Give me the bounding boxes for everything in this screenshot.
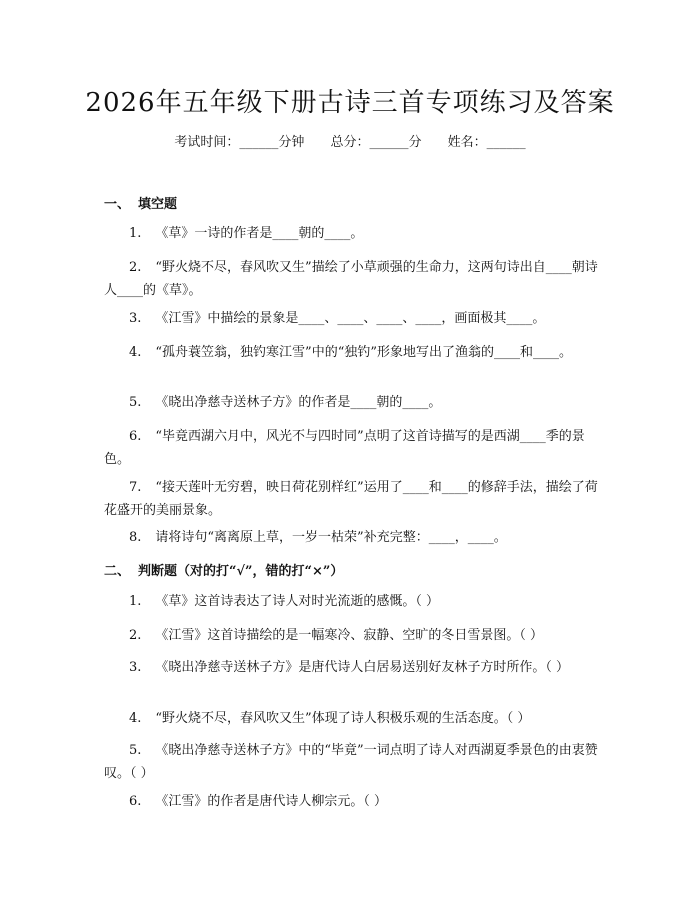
question-number: 6. [129, 429, 142, 444]
exam-time: 考试时间：______分钟 [174, 135, 305, 150]
question-text: 《江雪》中描绘的景象是____、____、____、____，画面极其____。 [155, 311, 546, 326]
student-name: 姓名：______ [447, 135, 526, 150]
question-text: 《晓出净慈寺送林子方》中的“毕竟”一词点明了诗人对西湖夏季景色的由衷赞叹。（ ） [104, 743, 598, 781]
question-text: “野火烧不尽，春风吹又生”体现了诗人积极乐观的生活态度。（ ） [155, 711, 531, 726]
section-title: 判断题（对的打“√”，错的打“×”） [138, 564, 344, 579]
question-number: 7. [129, 480, 142, 495]
page-title: 2026年五年级下册古诗三首专项练习及答案 [85, 88, 615, 118]
question-number: 2. [129, 260, 142, 275]
question-number: 3. [129, 660, 142, 675]
question-text: 《草》一诗的作者是____朝的____。 [155, 226, 364, 241]
section-heading-true-false [104, 560, 343, 579]
question-item [104, 590, 598, 613]
question-item [104, 222, 598, 245]
question-text: 《江雪》这首诗描绘的是一幅寒冷、寂静、空旷的冬日雪景图。（ ） [155, 628, 544, 643]
question-number: 5. [129, 395, 142, 410]
question-number: 3. [129, 311, 142, 326]
section-number: 一、 [104, 197, 131, 212]
question-item [104, 790, 598, 813]
question-item [104, 307, 598, 330]
section-title: 填空题 [138, 197, 178, 212]
question-text: 请将诗句“离离原上草，一岁一枯荣”补充完整：____，____。 [155, 530, 507, 545]
question-number: 4. [129, 711, 142, 726]
question-text: “毕竟西湖六月中，风光不与四时同”点明了这首诗描写的是西湖____季的景色。 [104, 429, 585, 467]
question-text: 《晓出净慈寺送林子方》的作者是____朝的____。 [155, 395, 442, 410]
question-item [104, 391, 598, 414]
question-number: 8. [129, 530, 142, 545]
question-item [104, 425, 598, 471]
question-number: 1. [129, 594, 142, 609]
exam-meta [0, 131, 700, 150]
question-item [104, 656, 598, 679]
question-text: 《草》这首诗表达了诗人对时光流逝的感慨。（ ） [155, 594, 440, 609]
question-number: 2. [129, 628, 142, 643]
question-item [104, 256, 598, 302]
question-item [104, 476, 598, 522]
question-item [104, 526, 598, 549]
question-item [104, 739, 598, 785]
exam-score: 总分：______分 [330, 135, 422, 150]
question-item [104, 707, 598, 730]
section-heading-fill-blank [104, 193, 177, 212]
section-number: 二、 [104, 564, 131, 579]
question-item [104, 341, 598, 364]
question-text: “孤舟蓑笠翁，独钓寒江雪”中的“独钓”形象地写出了渔翁的____和____。 [155, 345, 572, 360]
question-text: 《晓出净慈寺送林子方》是唐代诗人白居易送别好友林子方时所作。（ ） [155, 660, 570, 675]
question-number: 5. [129, 743, 142, 758]
question-text: “接天莲叶无穷碧，映日荷花别样红”运用了____和____的修辞手法，描绘了荷花盛开的美丽景象。 [104, 480, 598, 518]
question-item [104, 624, 598, 647]
question-number: 1. [129, 226, 142, 241]
question-text: 《江雪》的作者是唐代诗人柳宗元。（ ） [155, 794, 388, 809]
question-number: 4. [129, 345, 142, 360]
question-number: 6. [129, 794, 142, 809]
question-text: “野火烧不尽，春风吹又生”描绘了小草顽强的生命力，这两句诗出自____朝诗人____的《草》。 [104, 260, 598, 298]
